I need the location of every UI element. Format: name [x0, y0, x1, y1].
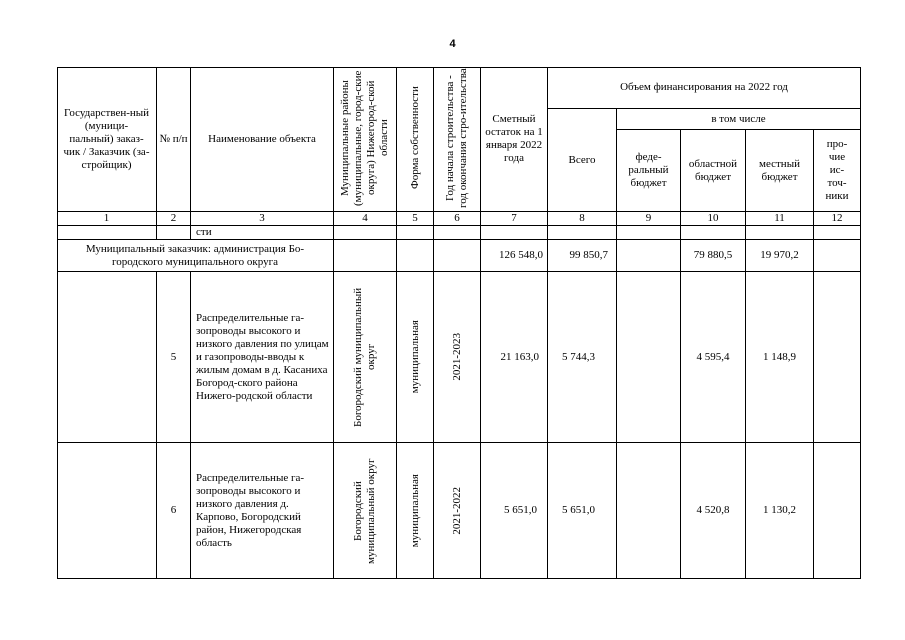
header-including: в том числе: [617, 109, 861, 130]
carry-over-cell: [746, 226, 814, 240]
row-federal: [617, 272, 681, 443]
col-number: 12: [814, 212, 861, 226]
row-ownership: муниципальная: [397, 443, 434, 579]
row-federal: [617, 443, 681, 579]
group-estimate: 126 548,0: [481, 240, 548, 272]
row-total: 5 651,0: [548, 443, 617, 579]
carry-over-cell: [481, 226, 548, 240]
carry-over-cell: [814, 226, 861, 240]
row-local: 1 148,9: [746, 272, 814, 443]
row-years: 2021-2022: [434, 443, 481, 579]
header-num: № п/п: [157, 67, 191, 212]
row-estimate: 5 651,0: [481, 443, 548, 579]
col-number: 5: [397, 212, 434, 226]
row-number: 6: [157, 443, 191, 579]
financing-table: [57, 67, 861, 579]
carry-over-cell: [548, 226, 617, 240]
header-districts: Муниципальные районы (муниципальные, город-ские округа) Нижегород-ской области: [334, 67, 397, 212]
row-regional: 4 595,4: [681, 272, 746, 443]
col-number: 2: [157, 212, 191, 226]
row-other: [814, 272, 861, 443]
carry-over-cell: [334, 226, 397, 240]
group-federal: [617, 240, 681, 272]
group-total: 99 850,7: [548, 240, 617, 272]
col-number: 7: [481, 212, 548, 226]
row-estimate: 21 163,0: [481, 272, 548, 443]
group-empty-cell: [334, 240, 397, 272]
row-object-name: Распределительные га-зопроводы высокого и низкого давления д. Карпово, Богородский район, Нижегородская область: [191, 443, 334, 579]
header-local: местный бюджет: [746, 130, 814, 212]
carry-over-cell: [157, 226, 191, 240]
carry-over-cell: [434, 226, 481, 240]
header-object-name: Наименование объекта: [191, 67, 334, 212]
page-number: 4: [449, 38, 456, 50]
row-ownership: муниципальная: [397, 272, 434, 443]
header-customer: Государствен-ный (муници-пальный) заказ-чик / Заказчик (за-стройщик): [57, 67, 157, 212]
header-estimate: Сметный остаток на 1 января 2022 года: [481, 67, 548, 212]
table-row-customer-cell: [57, 443, 157, 579]
row-district: Богородский муниципальный округ: [334, 443, 397, 579]
group-other: [814, 240, 861, 272]
group-empty-cell: [434, 240, 481, 272]
group-regional: 79 880,5: [681, 240, 746, 272]
col-number: 8: [548, 212, 617, 226]
col-number: 11: [746, 212, 814, 226]
col-number: 10: [681, 212, 746, 226]
row-years: 2021-2023: [434, 272, 481, 443]
col-number: 9: [617, 212, 681, 226]
row-regional: 4 520,8: [681, 443, 746, 579]
col-number: 3: [191, 212, 334, 226]
row-other: [814, 443, 861, 579]
header-years: Год начала строительства - год окончания стро-ительства: [434, 67, 481, 212]
carry-over-cell: [681, 226, 746, 240]
col-number: 6: [434, 212, 481, 226]
header-regional: областной бюджет: [681, 130, 746, 212]
row-total: 5 744,3: [548, 272, 617, 443]
header-ownership: Форма собственности: [397, 67, 434, 212]
row-object-name: Распределительные га-зопроводы высокого и низкого давления по улицам и газопроводы-вводы к жилым домам в д. Касаниха Богород-ского района Нижего-родской области: [191, 272, 334, 443]
header-federal: феде-ральный бюджет: [617, 130, 681, 212]
carry-over-cell: [617, 226, 681, 240]
header-financing: Объем финансирования на 2022 год: [548, 67, 861, 109]
group-label: Муниципальный заказчик: администрация Бо-городского муниципального округа: [57, 240, 334, 272]
header-total: Всего: [548, 109, 617, 212]
col-number: 4: [334, 212, 397, 226]
table-row-customer-cell: [57, 272, 157, 443]
row-number: 5: [157, 272, 191, 443]
col-number: 1: [57, 212, 157, 226]
group-empty-cell: [397, 240, 434, 272]
row-district: Богородский муниципальный округ: [334, 272, 397, 443]
row-local: 1 130,2: [746, 443, 814, 579]
header-other: про-чие ис-точ-ники: [814, 130, 861, 212]
group-local: 19 970,2: [746, 240, 814, 272]
carry-over-text: сти: [191, 226, 334, 240]
carry-over-cell: [57, 226, 157, 240]
carry-over-cell: [397, 226, 434, 240]
